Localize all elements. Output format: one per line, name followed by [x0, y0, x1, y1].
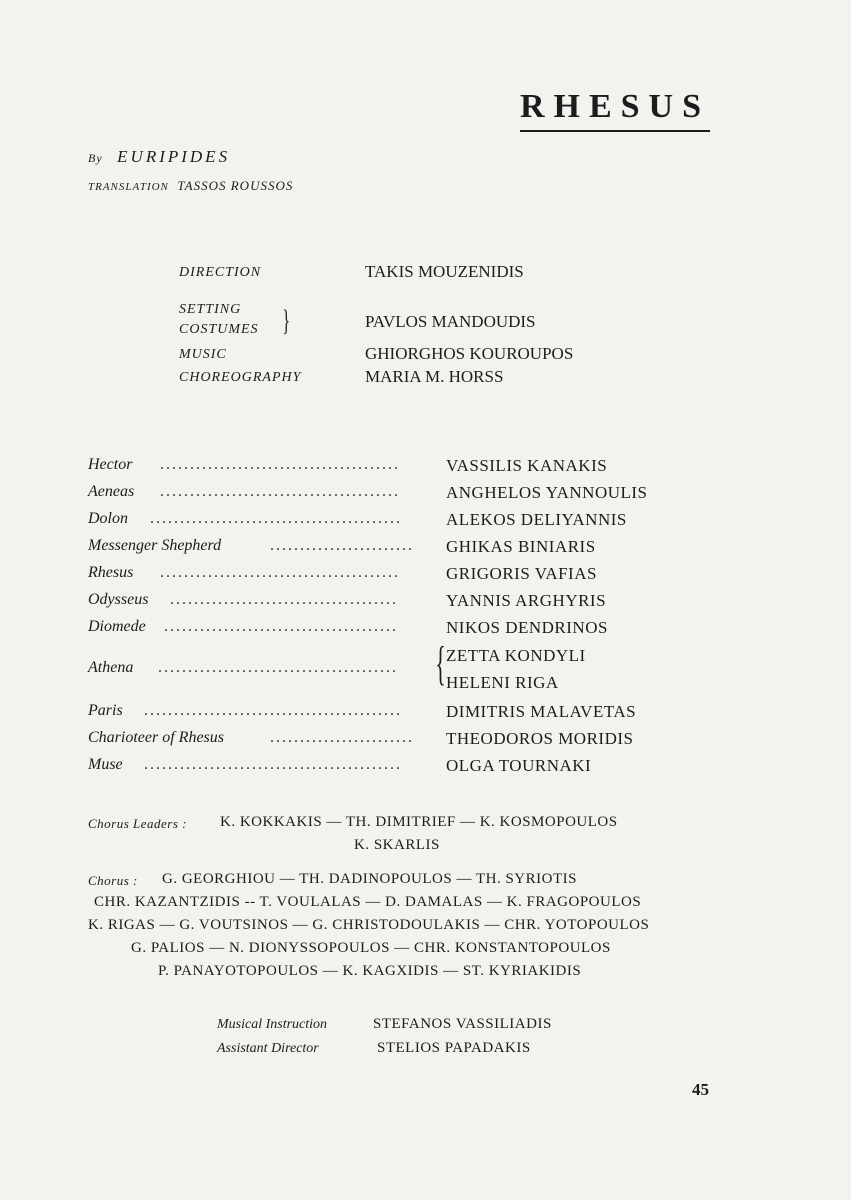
- leader-dots: .......................................: [164, 618, 398, 635]
- cast-row: [88, 591, 708, 618]
- cast-role: Paris: [88, 702, 123, 719]
- cast-name: ZETTA KONDYLI: [446, 646, 586, 665]
- cast-name: VASSILIS KANAKIS: [446, 456, 608, 475]
- cast-row: [88, 456, 708, 483]
- cast-role: Aeneas: [88, 483, 135, 500]
- cast-role: Diomede: [88, 618, 146, 635]
- credit-role: CHOREOGRAPHY: [179, 370, 302, 385]
- chorus-leaders-label: Chorus Leaders :: [88, 816, 188, 831]
- cast-row: [88, 702, 708, 729]
- credit-role: COSTUMES: [179, 322, 259, 337]
- cast-role: Charioteer of Rhesus: [88, 729, 224, 746]
- leader-dots: ........................................: [160, 564, 400, 581]
- cast-role: Athena: [88, 659, 134, 676]
- leader-dots: ...........................................: [144, 756, 402, 773]
- leader-dots: ........................................: [158, 659, 398, 676]
- staff-role: Assistant Director: [217, 1041, 319, 1056]
- brace-mark: }: [282, 304, 291, 337]
- cast-row: [88, 537, 708, 564]
- leader-dots: ........................: [270, 537, 414, 554]
- cast-name: NIKOS DENDRINOS: [446, 618, 608, 637]
- staff-name: STELIOS PAPADAKIS: [377, 1040, 531, 1056]
- cast-name: YANNIS ARGHYRIS: [446, 591, 607, 610]
- author-name: EURIPIDES: [117, 147, 231, 166]
- leader-dots: ..........................................: [150, 510, 402, 527]
- credit-role: DIRECTION: [179, 265, 262, 280]
- cast-name: OLGA TOURNAKI: [446, 756, 592, 775]
- cast-role: Messenger Shepherd: [88, 537, 222, 554]
- cast-row: [88, 564, 708, 591]
- chorus-line: K. RIGAS — G. VOUTSINOS — G. CHRISTODOULAKIS — CHR. YOTOPOULOS: [88, 917, 650, 933]
- chorus-leaders-line: K. SKARLIS: [354, 837, 440, 853]
- translation-credit: [88, 178, 293, 194]
- chorus-line: P. PANAYOTOPOULOS — K. KAGXIDIS — ST. KYRIAKIDIS: [158, 963, 582, 979]
- cast-name: THEODOROS MORIDIS: [446, 729, 634, 748]
- cast-name: ALEKOS DELIYANNIS: [446, 510, 627, 529]
- cast-role: Rhesus: [88, 564, 134, 581]
- brace-mark: {: [435, 637, 446, 690]
- translation-label: TRANSLATION: [88, 181, 169, 193]
- staff-role: Musical Instruction: [217, 1017, 328, 1032]
- leader-dots: ...........................................: [144, 702, 402, 719]
- credit-role: MUSIC: [179, 347, 227, 362]
- cast-row: [88, 483, 708, 510]
- credit-name: MARIA M. HORSS: [365, 367, 504, 386]
- cast-row: [88, 729, 708, 756]
- byline: [88, 147, 230, 167]
- cast-name: GHIKAS BINIARIS: [446, 537, 596, 556]
- cast-row: [88, 756, 708, 783]
- cast-role: Hector: [88, 456, 133, 473]
- cast-role: Muse: [88, 756, 123, 773]
- cast-name: GRIGORIS VAFIAS: [446, 564, 597, 583]
- leader-dots: ........................................: [160, 483, 400, 500]
- cast-role: Odysseus: [88, 591, 149, 608]
- page-number: 45: [692, 1080, 709, 1099]
- chorus-line: G. PALIOS — N. DIONYSSOPOULOS — CHR. KONSTANTOPOULOS: [131, 940, 611, 956]
- chorus-leaders-line: K. KOKKAKIS — TH. DIMITRIEF — K. KOSMOPOULOS: [220, 814, 618, 830]
- cast-name: HELENI RIGA: [446, 673, 559, 692]
- play-title: RHESUS: [520, 88, 710, 132]
- credit-name: GHIORGHOS KOUROUPOS: [365, 344, 574, 363]
- staff-name: STEFANOS VASSILIADIS: [373, 1016, 552, 1032]
- chorus-line: CHR. KAZANTZIDIS -- T. VOULALAS — D. DAMALAS — K. FRAGOPOULOS: [94, 894, 642, 910]
- cast-name: DIMITRIS MALAVETAS: [446, 702, 637, 721]
- credit-name: PAVLOS MANDOUDIS: [365, 312, 536, 331]
- credit-role: SETTING: [179, 302, 242, 317]
- cast-name: ANGHELOS YANNOULIS: [446, 483, 648, 502]
- translator-name: TASSOS ROUSSOS: [177, 178, 294, 193]
- cast-row: [88, 637, 708, 700]
- credit-name: TAKIS MOUZENIDIS: [365, 262, 524, 281]
- chorus-line: G. GEORGHIOU — TH. DADINOPOULOS — TH. SYRIOTIS: [162, 871, 577, 887]
- byline-by: By: [88, 151, 103, 165]
- leader-dots: ........................: [270, 729, 414, 746]
- leader-dots: ......................................: [170, 591, 398, 608]
- leader-dots: ........................................: [160, 456, 400, 473]
- chorus-label: Chorus :: [88, 873, 138, 888]
- cast-role: Dolon: [88, 510, 128, 527]
- cast-row: [88, 618, 708, 645]
- cast-row: [88, 510, 708, 537]
